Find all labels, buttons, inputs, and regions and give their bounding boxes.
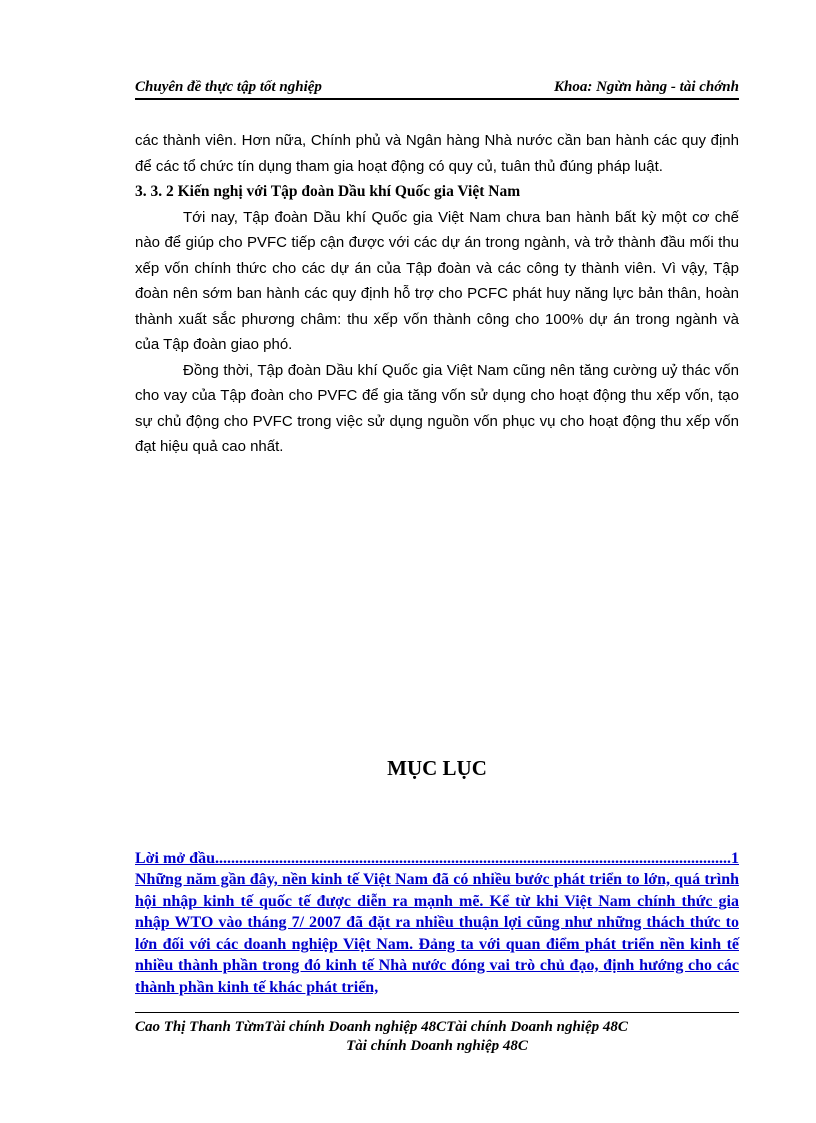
paragraph-recommendation: Tới nay, Tập đoàn Dầu khí Quốc gia Việt Nam chưa ban hành bất kỳ một cơ chế nào để giúp cho PVFC tiếp cận được với các dự án trong ngành, và trở thành đầu mối thu xếp vốn chính thức cho các dự án của Tập đoàn và các công ty thành viên. Vì vậy, Tập đoàn nên sớm ban hành các quy định hỗ trợ cho PCFC phát huy năng lực bản thân, hoàn thành xuất sắc phương châm: thu xếp vốn thành công cho 100% dự án trong ngành và của Tập đoàn giao phó. [135, 208, 739, 353]
body-text [135, 128, 739, 460]
toc-entry-label: Lời mở đầu [135, 850, 215, 867]
toc-title: MỤC LỤC [387, 756, 487, 780]
paragraph-continued: các thành viên. Hơn nữa, Chính phủ và Ngân hàng Nhà nước cần ban hành các quy định để các tổ chức tín dụng tham gia hoạt động có quy củ, tuân thủ đúng pháp luật. [135, 132, 739, 175]
section-heading: 3. 3. 2 Kiến nghị với Tập đoàn Dầu khí Quốc gia Việt Nam [135, 183, 521, 200]
toc-leader-dots [215, 848, 731, 869]
footer-line-1: Cao Thị Thanh TừmTài chính Doanh nghiệp 48CTài chính Doanh nghiệp 48C [135, 1019, 628, 1035]
header-left-title: Chuyên đề thực tập tốt nghiệp [135, 79, 322, 95]
header-right-title: Khoa: Ngừn hàng - tài chớnh [553, 79, 739, 95]
page-footer [135, 1012, 739, 1056]
table-of-contents [135, 848, 739, 998]
page-header [135, 74, 739, 100]
footer-line-2: Tài chính Doanh nghiệp 48C [346, 1038, 528, 1054]
toc-entry-introduction[interactable] [135, 848, 739, 869]
toc-entry-page: 1 [731, 850, 739, 867]
paragraph-trust-capital: Đồng thời, Tập đoàn Dầu khí Quốc gia Việt Nam cũng nên tăng cường uỷ thác vốn cho vay của Tập đoàn cho PVFC để gia tăng vốn sử dụng cho hoạt động thu xếp vốn, tạo sự chủ động cho PVFC trong việc sử dụng nguồn vốn phục vụ cho hoạt động thu xếp vốn đạt hiệu quả cao nhất. [135, 361, 739, 455]
toc-entry-text-link[interactable]: Những năm gần đây, nền kinh tế Việt Nam đã có nhiều bước phát triển to lớn, quá trình hội nhập kinh tế quốc tế được diễn ra mạnh mẽ. Kể từ khi Việt Nam chính thức gia nhập WTO vào tháng 7/ 2007 đã đặt ra nhiều thuận lợi cũng như những thách thức to lớn đối với các doanh nghiệp Việt Nam. Đảng ta với quan điểm phát triển nền kinh tế nhiều thành phần trong đó kinh tế Nhà nước đóng vai trò chủ đạo, định hướng cho các thành phần kinh tế khác phát triển, [135, 871, 739, 996]
